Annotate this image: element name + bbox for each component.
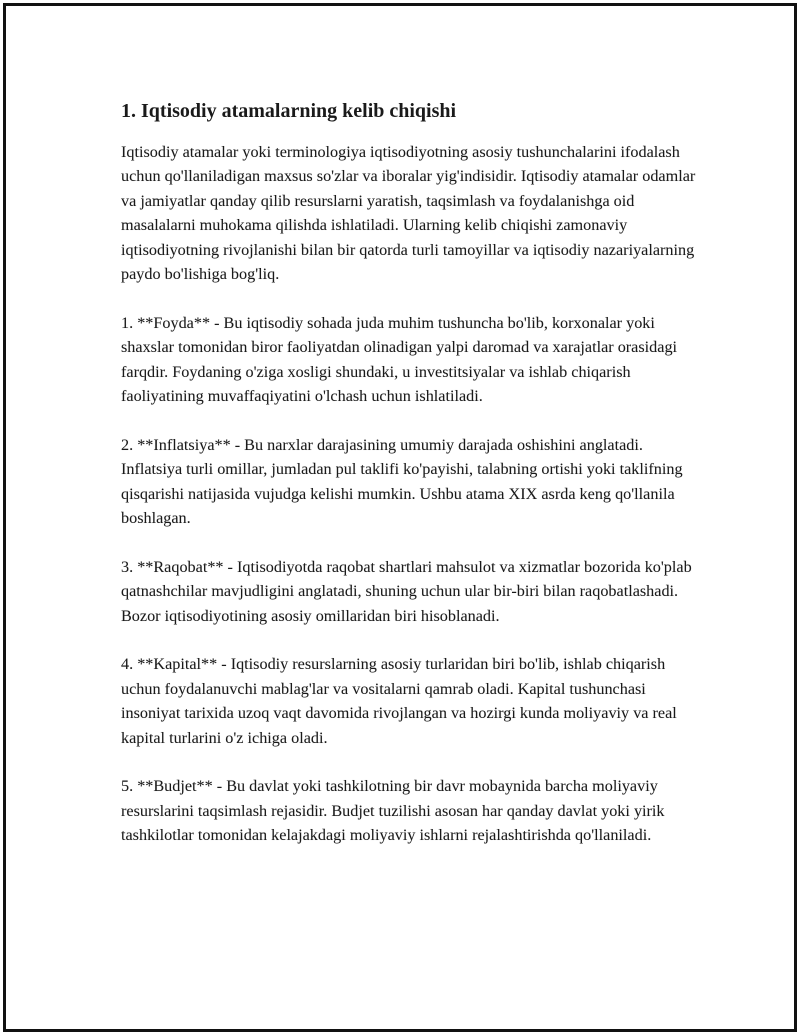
term-inflatsiya-paragraph: 2. **Inflatsiya** - Bu narxlar darajasining umumiy darajada oshishini anglatadi. Inflatsiya turli omillar, jumladan pul taklifi ko'payishi, talabning ortishi yoki taklifning qisqarishi natijasida vujudga kelishi mumkin. Ushbu atama XIX asrda keng qo'llanila boshlagan. <box>121 435 683 528</box>
term-kapital-paragraph: 4. **Kapital** - Iqtisodiy resurslarning asosiy turlaridan biri bo'lib, ishlab chiqarish uchun foydalanuvchi mablag'lar va vositalarni qamrab oladi. Kapital tushunchasi insoniyat tarixida uzoq vaqt davomida rivojlangan va hozirgi kunda moliyaviy va real kapital turlarini o'z ichiga oladi. <box>121 655 677 747</box>
document-body <box>121 98 701 872</box>
term-foyda-paragraph: 1. **Foyda** - Bu iqtisodiy sohada juda muhim tushuncha bo'lib, korxonalar yoki shaxslar tomonidan biror faoliyatdan olinadigan yalpi daromad va xarajatlar orasidagi farqdir. Foydaning o'ziga xosligi shundaki, u investitsiyalar va ishlab chiqarish faoliyatining muvaffaqiyatini o'lchash uchun ishlatiladi. <box>121 313 678 406</box>
term-raqobat-paragraph: 3. **Raqobat** - Iqtisodiyotda raqobat shartlari mahsulot va xizmatlar bozorida ko'plab qatnashchilar mavjudligini anglatadi, shuning uchun ular bir-biri bilan raqobatlashadi. Bozor iqtisodiyotining asosiy omillaridan biri hisoblanadi. <box>121 557 692 625</box>
intro-paragraph: Iqtisodiy atamalar yoki terminologiya iqtisodiyotning asosiy tushunchalarini ifodalash uchun qo'llaniladigan maxsus so'zlar va iboralar yig'indisidir. Iqtisodiy atamalar odamlar va jamiyatlar qanday qilib resurslarni yaratish, taqsimlash va foydalanishga oid masalalarni muhokama qilishda ishlatiladi. Ularning kelib chiqishi zamonaviy iqtisodiyotning rivojlanishi bilan bir qatorda turli tamoyillar va iqtisodiy nazariyalarning paydo bo'lishiga bog'liq. <box>121 143 696 284</box>
term-budjet-paragraph: 5. **Budjet** - Bu davlat yoki tashkilotning bir davr mobaynida barcha moliyaviy resurslarini taqsimlash rejasidir. Budjet tuzilishi asosan har qanday davlat yoki yirik tashkilotlar tomonidan kelajakdagi moliyaviy ishlarni rejalashtirishda qo'llaniladi. <box>121 777 665 845</box>
document-title: 1. Iqtisodiy atamalarning kelib chiqishi <box>121 100 457 122</box>
page-frame <box>3 3 797 1032</box>
